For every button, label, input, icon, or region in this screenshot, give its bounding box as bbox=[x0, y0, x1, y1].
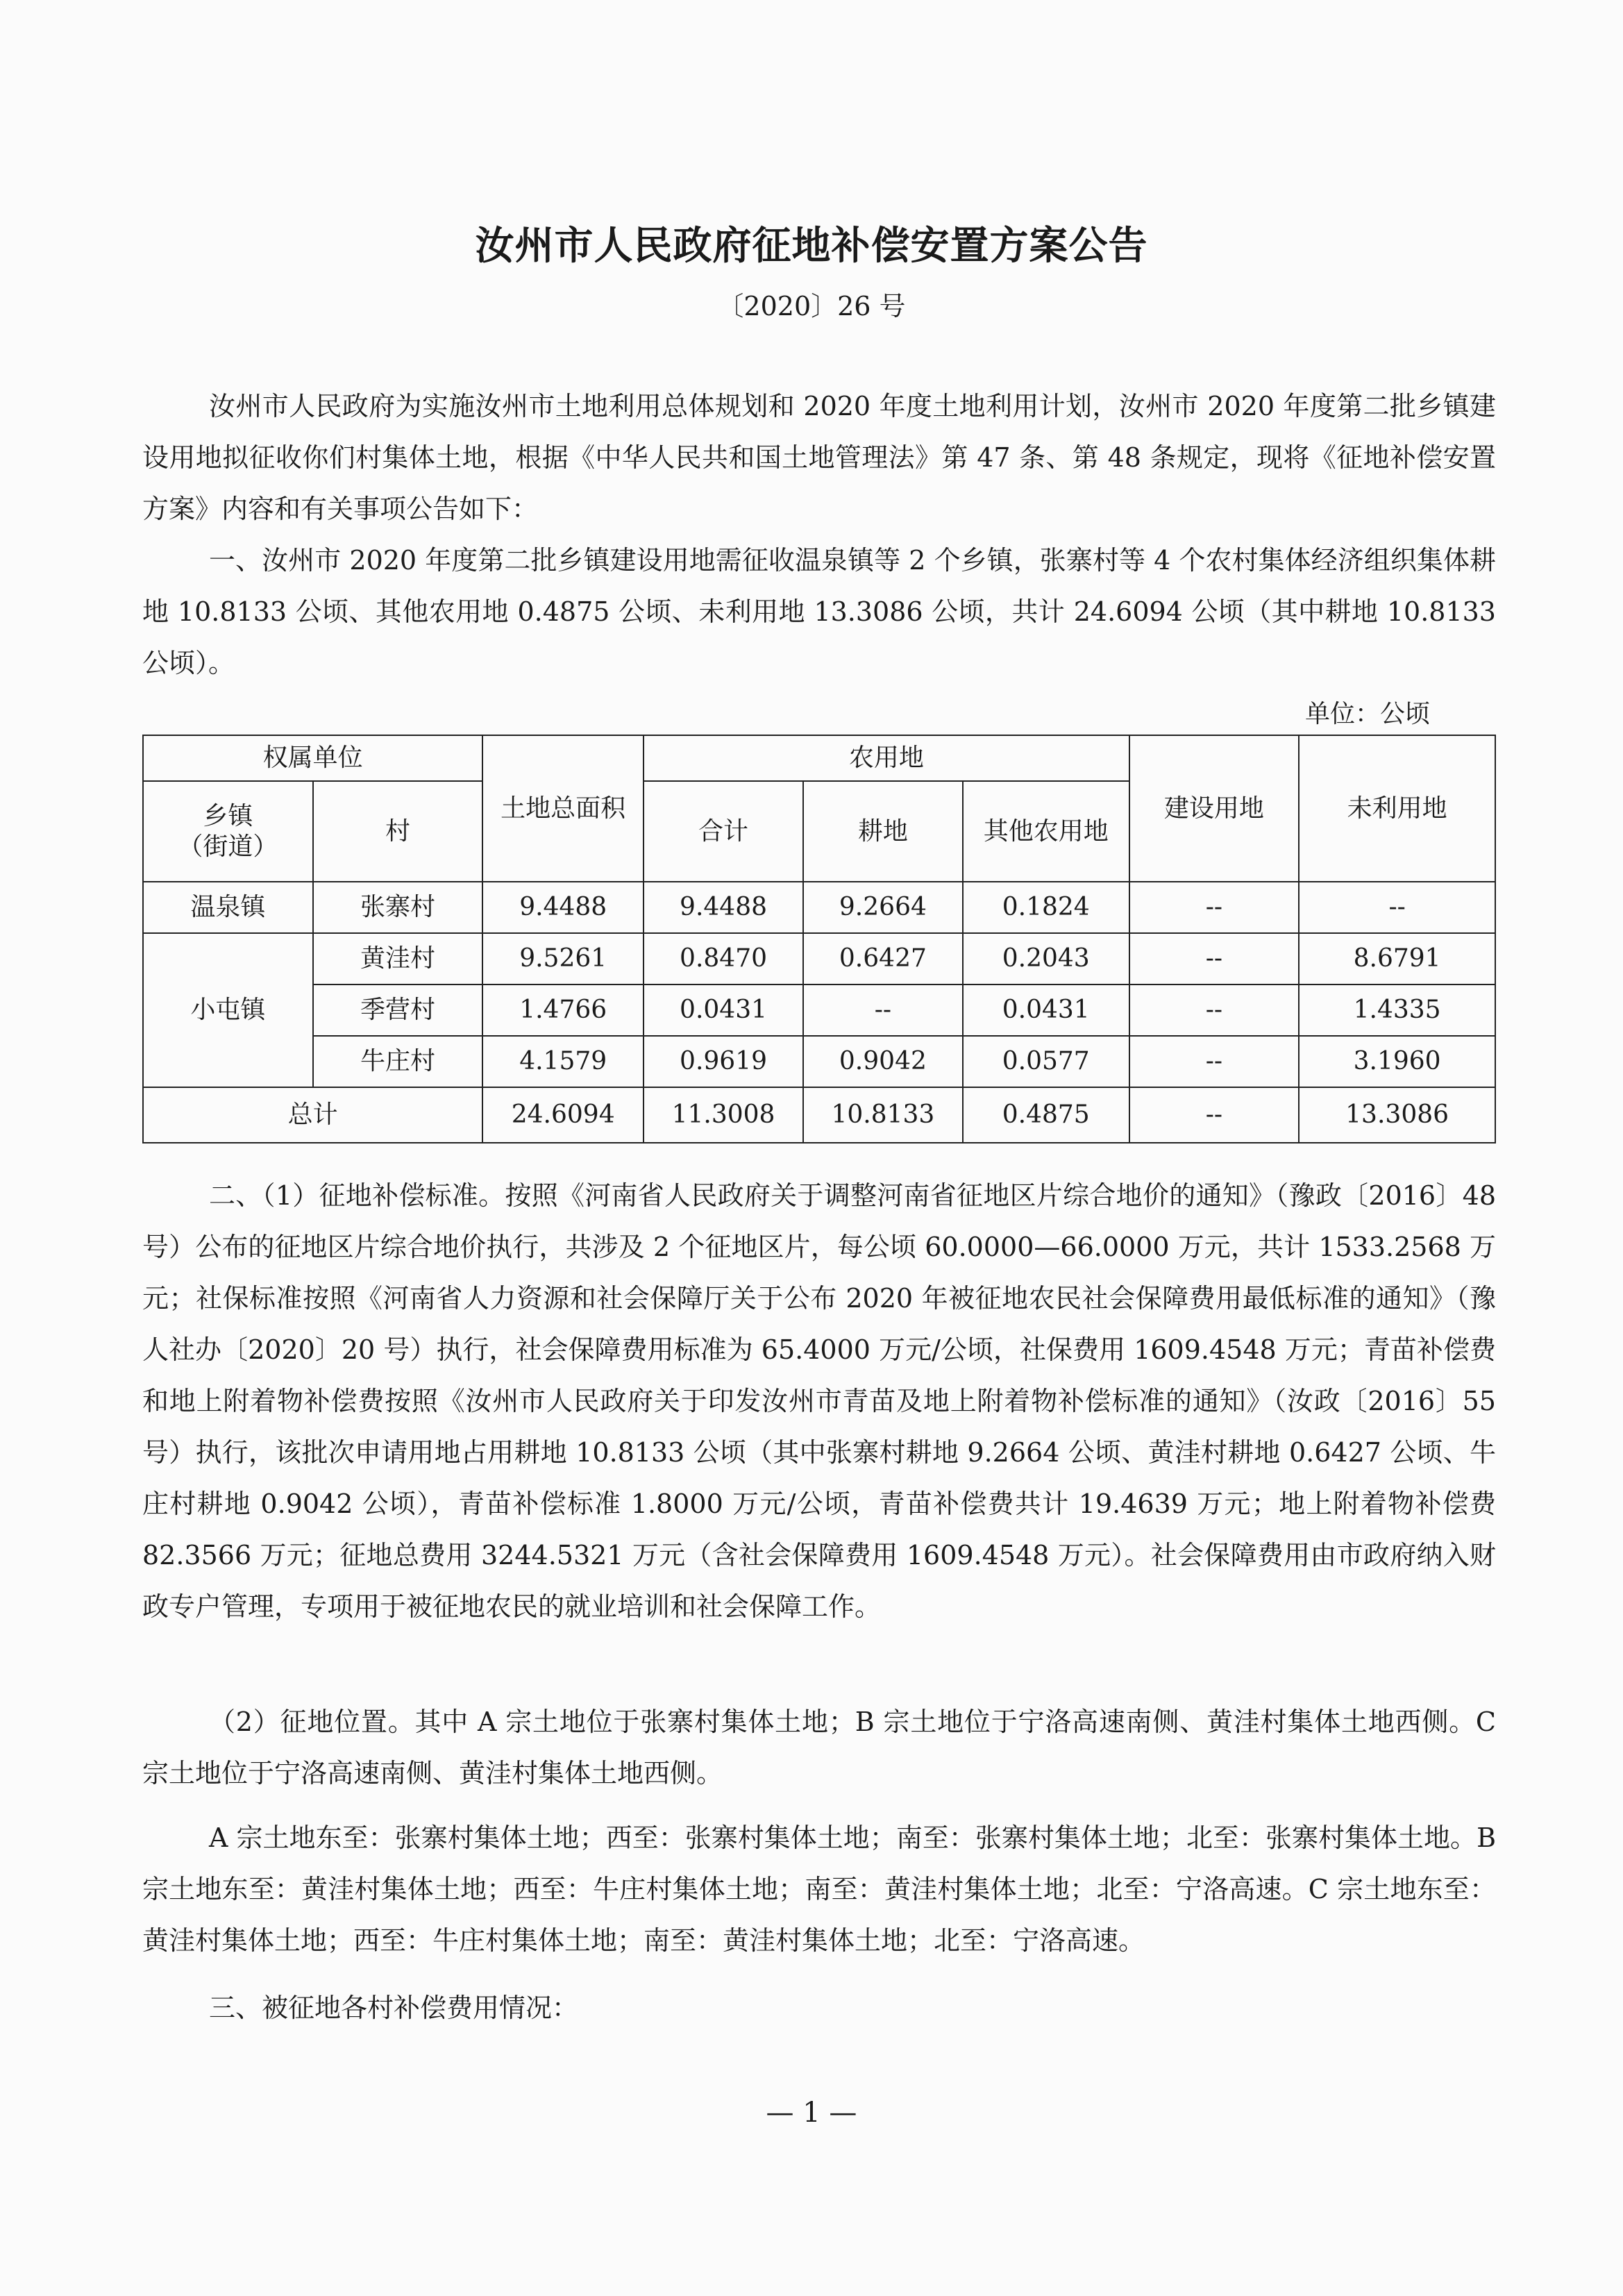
header-construction-land: 建设用地 bbox=[1129, 735, 1300, 882]
header-agri-land: 农用地 bbox=[644, 735, 1129, 781]
other-agri-cell: 0.0431 bbox=[963, 984, 1129, 1036]
cultivated-cell: -- bbox=[803, 984, 963, 1036]
total-cell: 9.4488 bbox=[482, 882, 644, 933]
header-total-area: 土地总面积 bbox=[482, 735, 644, 882]
cultivated-cell: 9.2664 bbox=[803, 882, 963, 933]
section-1-paragraph: 一、汝州市 2020 年度第二批乡镇建设用地需征收温泉镇等 2 个乡镇，张寨村等 4 个农村集体经济组织集体耕地 10.8133 公顷、其他农用地 0.4875 公顷、未利用地 13.3086 公顷，共计 24.6094 公顷（其中耕地 10.8133 公顷）。 bbox=[142, 545, 1496, 678]
subtotal-cell: 9.4488 bbox=[644, 882, 803, 933]
table-row bbox=[143, 882, 1495, 933]
subtotal-cell: 0.9619 bbox=[644, 1036, 803, 1087]
unit-label: 单位：公顷 bbox=[1305, 700, 1431, 728]
construction-cell: -- bbox=[1129, 1087, 1300, 1143]
land-table bbox=[142, 735, 1496, 1143]
total-cell: 4.1579 bbox=[482, 1036, 644, 1087]
unused-cell: 1.4335 bbox=[1299, 984, 1495, 1036]
unused-cell: 8.6791 bbox=[1299, 933, 1495, 984]
document-number: 〔2020〕26 号 bbox=[717, 291, 906, 321]
section-2-1-paragraph: 二、（1）征地补偿标准。按照《河南省人民政府关于调整河南省征地区片综合地价的通知》（豫政〔2016〕48 号）公布的征地区片综合地价执行，共涉及 2 个征地区片，每公顷 60.0000—66.0000 万元，共计 1533.2568 万元；社保标准按照《河南省人力资源和社会保障厅关于公布 2020 年被征地农民社会保障费用最低标准的通知》（豫人社办〔2020〕20 号）执行，社会保障费用标准为 65.4000 万元/公顷，社保费用 1609.4548 万元；青苗补偿费和地上附着物补偿费按照《汝州市人民政府关于印发汝州市青苗及地上附着物补偿标准的通知》（汝政〔2016〕55 号）执行，该批次申请用地占用耕地 10.8133 公顷（其中张寨村耕地 9.2664 公顷、黄洼村耕地 0.6427 公顷、牛庄村耕地 0.9042 公顷），青苗补偿标准 1.8000 万元/公顷，青苗补偿费共计 19.4639 万元；地上附着物补偿费 82.3566 万元；征地总费用 3244.5321 万元（含社会保障费用 1609.4548 万元）。社会保障费用由市政府纳入财政专户管理，专项用于被征地农民的就业培训和社会保障工作。 bbox=[142, 1180, 1496, 1622]
subtotal-cell: 0.0431 bbox=[644, 984, 803, 1036]
construction-cell: -- bbox=[1129, 882, 1300, 933]
table-row bbox=[143, 984, 1495, 1036]
header-other-agri: 其他农用地 bbox=[963, 781, 1129, 882]
cultivated-cell: 0.9042 bbox=[803, 1036, 963, 1087]
table-row bbox=[143, 1036, 1495, 1087]
total-label: 总计 bbox=[143, 1087, 482, 1143]
header-town: 乡镇 （街道） bbox=[143, 781, 313, 882]
village-cell: 黄洼村 bbox=[313, 933, 483, 984]
header-cultivated: 耕地 bbox=[803, 781, 963, 882]
unused-cell: -- bbox=[1299, 882, 1495, 933]
other-agri-cell: 0.1824 bbox=[963, 882, 1129, 933]
other-agri-cell: 0.4875 bbox=[963, 1087, 1129, 1143]
construction-cell: -- bbox=[1129, 984, 1300, 1036]
unused-cell: 3.1960 bbox=[1299, 1036, 1495, 1087]
section-2-2-paragraph: （2）征地位置。其中 A 宗土地位于张寨村集体土地；B 宗土地位于宁洛高速南侧、黄洼村集体土地西侧。C 宗土地位于宁洛高速南侧、黄洼村集体土地西侧。 bbox=[142, 1707, 1496, 1788]
section-3-heading: 三、被征地各村补偿费用情况： bbox=[209, 1993, 579, 2023]
document-title: 汝州市人民政府征地补偿安置方案公告 bbox=[475, 223, 1148, 269]
section-2-3-paragraph: A 宗土地东至：张寨村集体土地；西至：张寨村集体土地；南至：张寨村集体土地；北至：张寨村集体土地。B 宗土地东至：黄洼村集体土地；西至：牛庄村集体土地；南至：黄洼村集体土地；北至：宁洛高速。C 宗土地东至：黄洼村集体土地；西至：牛庄村集体土地；南至：黄洼村集体土地；北至：宁洛高速。 bbox=[142, 1822, 1496, 1956]
construction-cell: -- bbox=[1129, 933, 1300, 984]
cultivated-cell: 10.8133 bbox=[803, 1087, 963, 1143]
subtotal-cell: 11.3008 bbox=[644, 1087, 803, 1143]
total-cell: 9.5261 bbox=[482, 933, 644, 984]
cultivated-cell: 0.6427 bbox=[803, 933, 963, 984]
header-subtotal: 合计 bbox=[644, 781, 803, 882]
total-cell: 1.4766 bbox=[482, 984, 644, 1036]
table-row bbox=[143, 933, 1495, 984]
village-cell: 季营村 bbox=[313, 984, 483, 1036]
header-unused-land: 未利用地 bbox=[1299, 735, 1495, 882]
table-total-row bbox=[143, 1087, 1495, 1143]
town-cell: 小屯镇 bbox=[143, 933, 313, 1087]
subtotal-cell: 0.8470 bbox=[644, 933, 803, 984]
village-cell: 张寨村 bbox=[313, 882, 483, 933]
total-cell: 24.6094 bbox=[482, 1087, 644, 1143]
page-number: — 1 — bbox=[766, 2097, 857, 2129]
unused-cell: 13.3086 bbox=[1299, 1087, 1495, 1143]
village-cell: 牛庄村 bbox=[313, 1036, 483, 1087]
construction-cell: -- bbox=[1129, 1036, 1300, 1087]
header-ownership: 权属单位 bbox=[143, 735, 482, 781]
other-agri-cell: 0.0577 bbox=[963, 1036, 1129, 1087]
town-cell: 温泉镇 bbox=[143, 882, 313, 933]
header-village: 村 bbox=[313, 781, 483, 882]
other-agri-cell: 0.2043 bbox=[963, 933, 1129, 984]
intro-paragraph: 汝州市人民政府为实施汝州市土地利用总体规划和 2020 年度土地利用计划，汝州市 2020 年度第二批乡镇建设用地拟征收你们村集体土地，根据《中华人民共和国土地管理法》第 47 条、第 48 条规定，现将《征地补偿安置方案》内容和有关事项公告如下： bbox=[142, 391, 1496, 524]
